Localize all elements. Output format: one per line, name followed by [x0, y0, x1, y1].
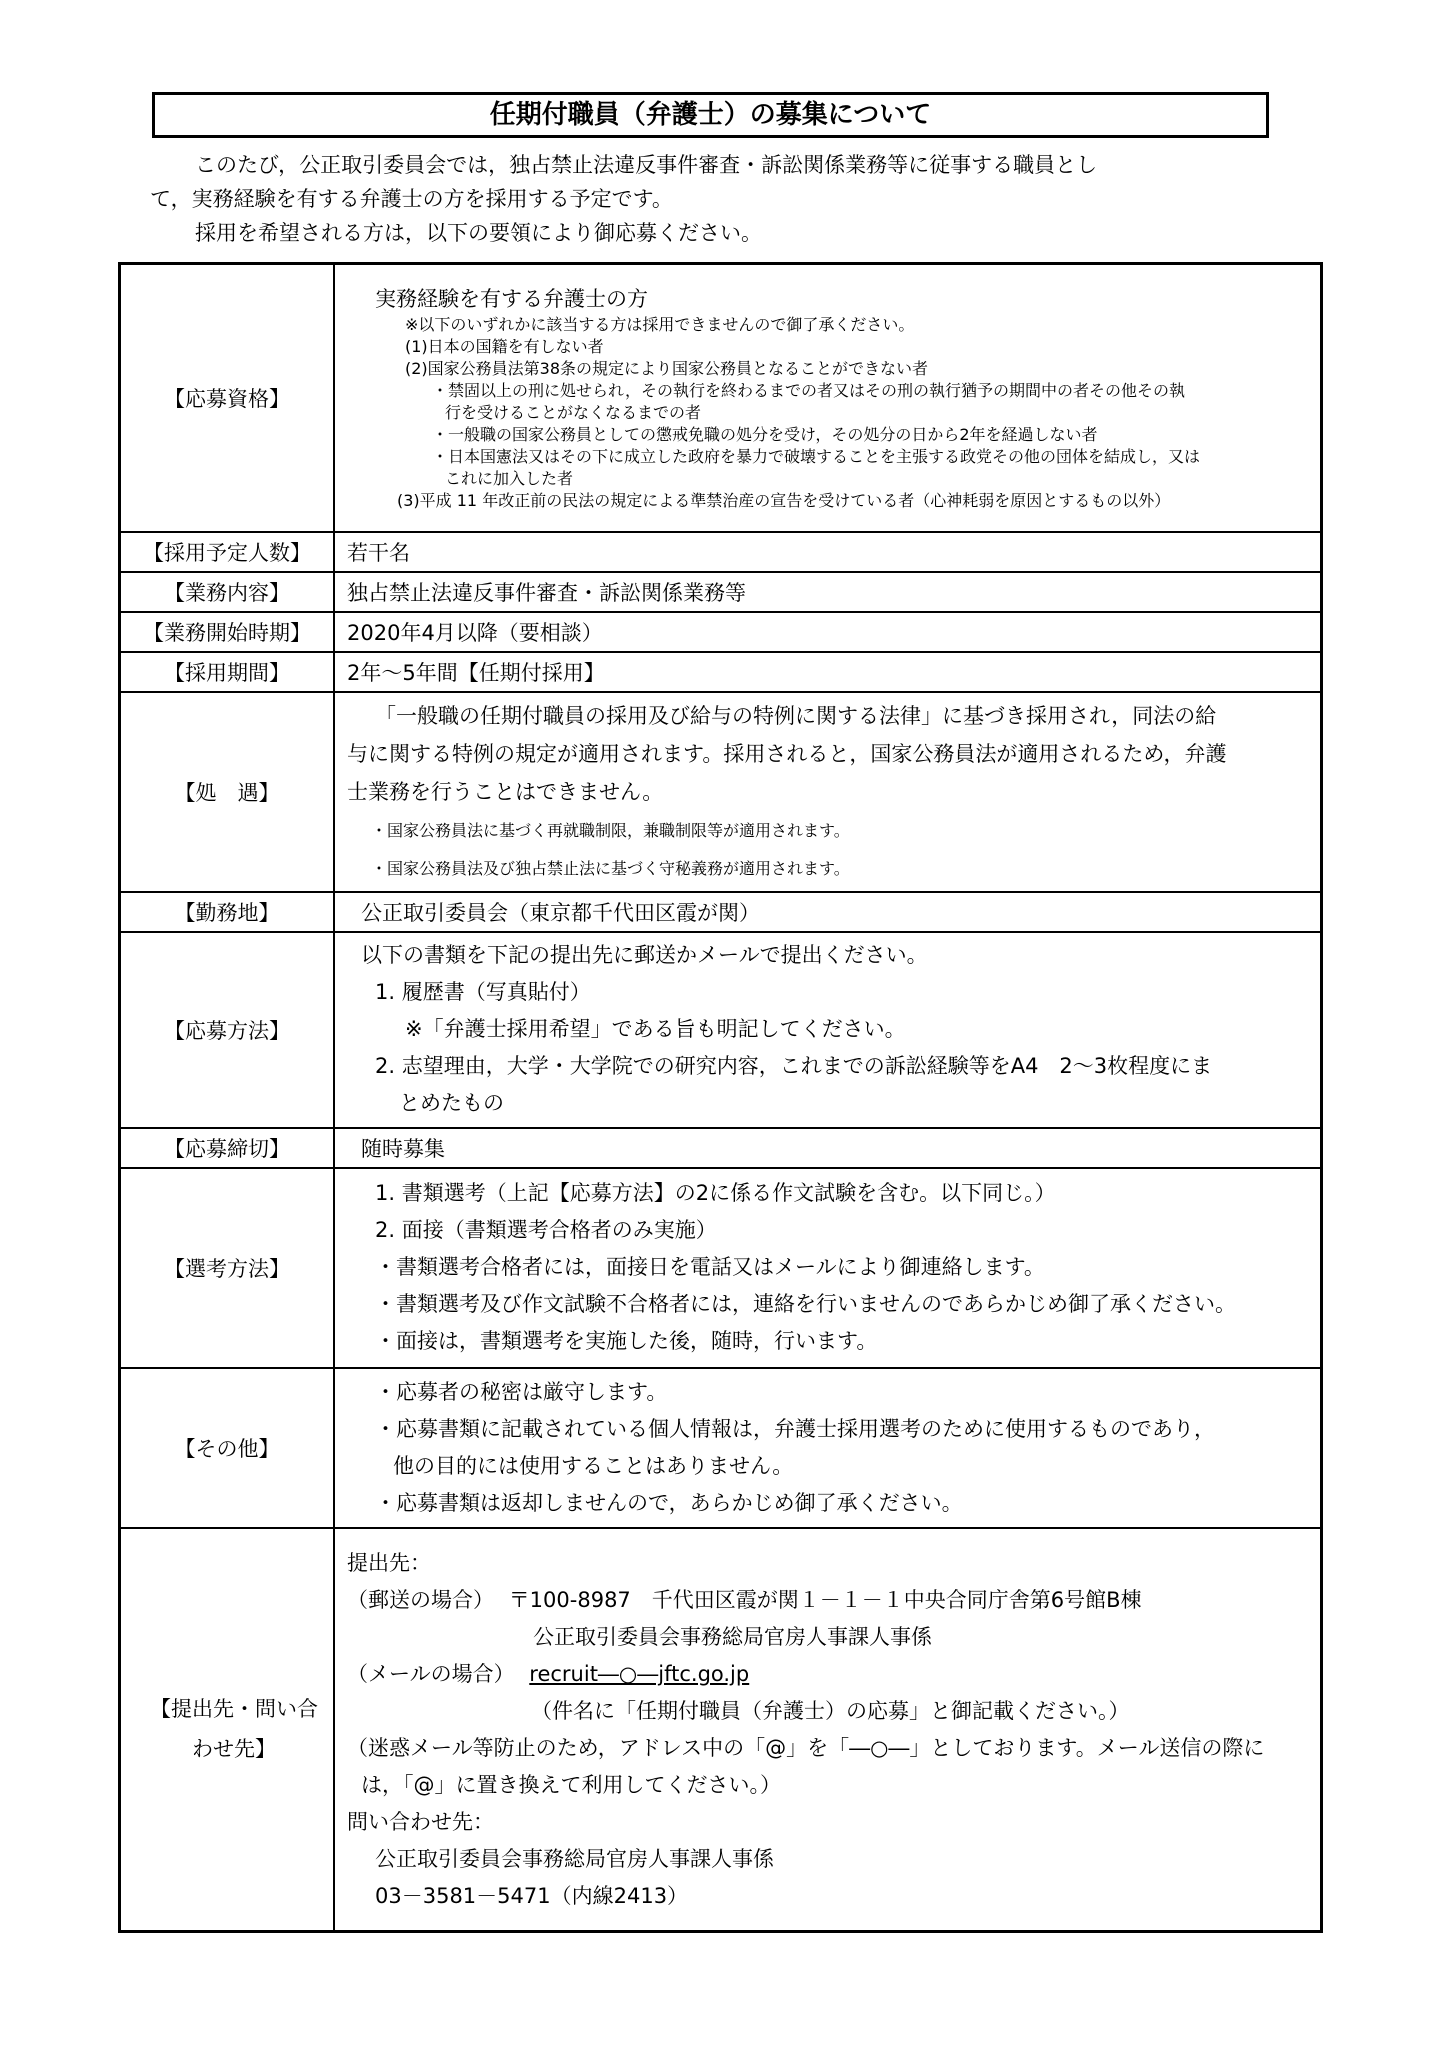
method-item-2: 2. 志望理由，大学・大学院での研究内容，これまでの訴訟経験等をA4 2～3枚程度にま — [375, 1054, 1213, 1078]
intro-text — [150, 148, 1300, 250]
label-other: 【その他】 — [120, 1368, 335, 1528]
row-method — [120, 932, 1322, 1128]
label-method: 【応募方法】 — [120, 932, 335, 1128]
selection-note-1: ・書類選考合格者には，面接日を電話又はメールにより御連絡します。 — [375, 1255, 1045, 1279]
method-item-1: 1. 履歴書（写真貼付） — [375, 980, 591, 1004]
page-title: 任期付職員（弁護士）の募集について — [152, 92, 1269, 138]
selection-item-2: 2. 面接（書類選考合格者のみ実施） — [375, 1218, 717, 1242]
email-subject-note: （件名に「任期付職員（弁護士）の応募」と御記載ください。） — [531, 1699, 1130, 1724]
mail-dept: 公正取引委員会事務総局官房人事課人事係 — [533, 1625, 932, 1650]
row-eligibility — [120, 264, 1322, 532]
mail-line — [347, 1582, 1310, 1619]
eligibility-item-2c-cont: これに加入した者 — [445, 468, 574, 488]
label-start: 【業務開始時期】 — [120, 612, 335, 652]
label-deadline: 【応募締切】 — [120, 1128, 335, 1168]
other-note-1: ・応募者の秘密は厳守します。 — [375, 1379, 668, 1404]
spam-note-2: は，「@」に置き換えて利用してください。） — [361, 1773, 781, 1798]
other-note-2-cont: 他の目的には使用することはありません。 — [393, 1453, 794, 1478]
treatment-note-2: ・国家公務員法及び独占禁止法に基づく守秘義務が適用されます。 — [371, 858, 850, 878]
eligibility-item-1: (1)日本の国籍を有しない者 — [405, 336, 604, 356]
eligibility-item-2: (2)国家公務員法第38条の規定により国家公務員となることができない者 — [405, 358, 929, 378]
other-note-3: ・応募書類は返却しませんので，あらかじめ御了承ください。 — [375, 1490, 963, 1515]
eligibility-item-2a-cont: 行を受けることがなくなるまでの者 — [445, 402, 702, 422]
submit-heading: 提出先： — [347, 1551, 431, 1576]
content-headcount: 若干名 — [334, 532, 1322, 572]
eligibility-item-2b: ・一般職の国家公務員としての懲戒免職の処分を受け，その処分の日から2年を経過しない者 — [432, 424, 1098, 444]
intro-line-3: 採用を希望される方は，以下の要領により御応募ください。 — [195, 221, 762, 245]
content-contact — [334, 1528, 1322, 1932]
label-headcount: 【採用予定人数】 — [120, 532, 335, 572]
row-duties — [120, 572, 1322, 612]
row-deadline — [120, 1128, 1322, 1168]
label-location: 【勤務地】 — [120, 892, 335, 932]
other-note-2: ・応募書類に記載されている個人情報は，弁護士採用選考のために使用するものであり， — [375, 1416, 1215, 1441]
content-deadline: 随時募集 — [334, 1128, 1322, 1168]
treatment-note-1: ・国家公務員法に基づく再就職制限，兼職制限等が適用されます。 — [371, 820, 850, 840]
method-item-1-note: ※「弁護士採用希望」である旨も明記してください。 — [405, 1017, 906, 1041]
inquiry-phone: 03－3581－5471（内線2413） — [375, 1884, 689, 1909]
row-selection — [120, 1168, 1322, 1368]
content-other — [334, 1368, 1322, 1528]
mail-label: （郵送の場合） — [347, 1588, 494, 1613]
method-line-1: 以下の書類を下記の提出先に郵送かメールで提出ください。 — [361, 943, 928, 967]
label-contact-line-1: 【提出先・問い合 — [150, 1697, 318, 1722]
selection-note-3: ・面接は，書類選考を実施した後，随時，行います。 — [375, 1329, 878, 1353]
content-duties: 独占禁止法違反事件審査・訴訟関係業務等 — [334, 572, 1322, 612]
row-treatment — [120, 692, 1322, 892]
label-period: 【採用期間】 — [120, 652, 335, 692]
eligibility-main: 実務経験を有する弁護士の方 — [375, 286, 648, 311]
label-contact — [120, 1528, 335, 1932]
eligibility-item-3: (3)平成 11 年改正前の民法の規定による準禁治産の宣告を受けている者（心神耗弱を原因とするもの以外） — [397, 490, 1171, 510]
eligibility-item-2c: ・日本国憲法又はその下に成立した政府を暴力で破壊することを主張する政党その他の団体を結成し，又は — [432, 446, 1201, 466]
content-location: 公正取引委員会（東京都千代田区霞が関） — [334, 892, 1322, 932]
row-other — [120, 1368, 1322, 1528]
inquiry-heading: 問い合わせ先： — [347, 1810, 494, 1835]
inquiry-dept: 公正取引委員会事務総局官房人事課人事係 — [375, 1847, 774, 1872]
eligibility-item-2a: ・禁固以上の刑に処せられ，その執行を終わるまでの者又はその刑の執行猶予の期間中の者その他その執 — [432, 380, 1185, 400]
row-contact — [120, 1528, 1322, 1932]
treatment-line-3: 士業務を行うことはできません。 — [347, 779, 664, 804]
label-selection: 【選考方法】 — [120, 1168, 335, 1368]
content-period: 2年～5年間【任期付採用】 — [334, 652, 1322, 692]
recruitment-table — [118, 262, 1323, 1933]
email-line — [347, 1656, 1310, 1693]
email-address-link[interactable]: recruit―○―jftc.go.jp — [529, 1662, 750, 1687]
row-period — [120, 652, 1322, 692]
row-start — [120, 612, 1322, 652]
label-treatment: 【処 遇】 — [120, 692, 335, 892]
content-start: 2020年4月以降（要相談） — [334, 612, 1322, 652]
eligibility-note: ※以下のいずれかに該当する方は採用できませんので御了承ください。 — [405, 314, 915, 334]
method-item-2-cont: とめたもの — [399, 1091, 504, 1115]
label-contact-line-2: わせ先】 — [192, 1737, 276, 1762]
intro-line-2: て，実務経験を有する弁護士の方を採用する予定です。 — [150, 187, 673, 211]
content-selection — [334, 1168, 1322, 1368]
treatment-line-1: 「一般職の任期付職員の採用及び給与の特例に関する法律」に基づき採用され，同法の給 — [375, 703, 1217, 728]
email-label: （メールの場合） — [347, 1662, 515, 1687]
mail-address: 〒100-8987 千代田区霞が関１－１－１中央合同庁舎第6号館B棟 — [508, 1588, 1142, 1613]
content-method — [334, 932, 1322, 1128]
selection-note-2: ・書類選考及び作文試験不合格者には，連絡を行いませんのであらかじめ御了承ください。 — [375, 1292, 1236, 1316]
label-duties: 【業務内容】 — [120, 572, 335, 612]
spam-note-1: （迷惑メール等防止のため，アドレス中の「@」を「―○―」としております。メール送信の際に — [347, 1736, 1265, 1761]
treatment-line-2: 与に関する特例の規定が適用されます。採用されると，国家公務員法が適用されるため，弁護 — [347, 741, 1227, 766]
content-treatment — [334, 692, 1322, 892]
row-location — [120, 892, 1322, 932]
row-headcount — [120, 532, 1322, 572]
intro-line-1: このたび，公正取引委員会では，独占禁止法違反事件審査・訴訟関係業務等に従事する職員とし — [195, 153, 1098, 177]
label-eligibility: 【応募資格】 — [120, 264, 335, 532]
selection-item-1: 1. 書類選考（上記【応募方法】の2に係る作文試験を含む。以下同じ。） — [375, 1181, 1056, 1205]
content-eligibility — [334, 264, 1322, 532]
